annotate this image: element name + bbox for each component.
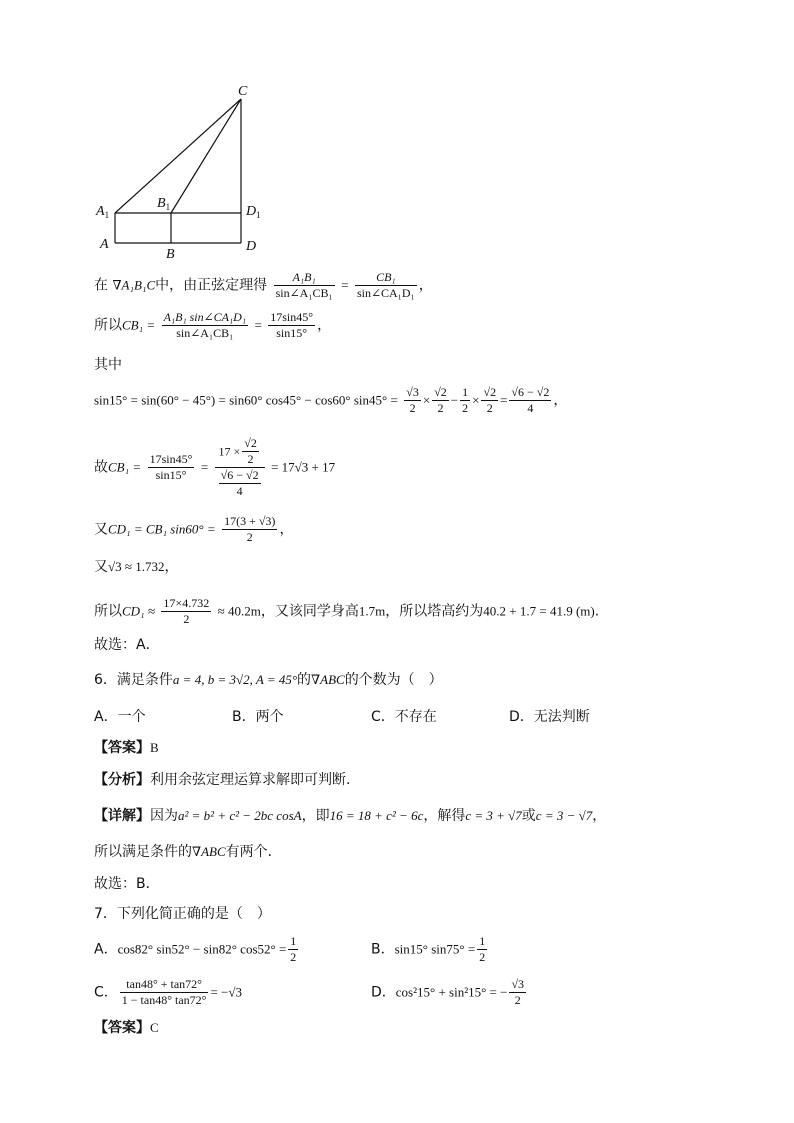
equals: =: [200, 459, 209, 475]
q6-choose: [94, 875, 160, 893]
equals: =: [341, 277, 349, 293]
result: ≈ 40.2m: [217, 603, 261, 619]
text: 的个数为（ ）: [344, 672, 443, 688]
label-B: B: [166, 247, 175, 262]
text: 因为: [150, 808, 178, 824]
label-D: D: [246, 239, 257, 254]
result: = −√3: [210, 984, 243, 1000]
q7-option-c: [94, 977, 242, 1008]
sin15-derivation-line: [94, 385, 567, 416]
label-B1: $B_1$: [157, 196, 171, 212]
equation: c = 3 + √7: [465, 808, 522, 823]
analysis-tag: 【分析】: [94, 772, 150, 788]
lhs: CD₁ = CB₁ sin60° =: [108, 521, 216, 537]
option-label: C．: [94, 984, 118, 1001]
fraction: $\frac{\text{A₁B₁}}{\text{sin∠A₁CB₁}}$: [275, 270, 333, 300]
result: = 17√3 + 17: [271, 459, 336, 475]
text: 故: [94, 459, 108, 476]
op: −: [450, 392, 459, 408]
text: 又: [94, 521, 108, 538]
tower-height-line: [94, 596, 599, 627]
expr: √3 ≈ 1.732: [108, 559, 165, 574]
geometry-figure: [0, 0, 794, 270]
answer-value: B: [150, 740, 159, 755]
op: =: [500, 392, 508, 408]
text: 又: [94, 559, 108, 575]
text: 在: [94, 277, 108, 294]
fraction: $\frac{\tan 48^\circ + \tan 72^\circ}{1 - \tan 48^\circ \tan 72^\circ}$: [121, 977, 207, 1007]
triangle-symbol: ∇ABC: [192, 844, 226, 859]
fraction: $\frac{17\sin 45^\circ}{\sin 15^\circ}$: [270, 310, 314, 340]
sqrt3-approx-line: [94, 558, 179, 576]
calc: 40.2 + 1.7 = 41.9 (m): [483, 603, 595, 619]
option-label: A．: [94, 941, 118, 958]
punct: .: [594, 603, 600, 620]
text: 有两个．: [225, 844, 282, 860]
lhs: CB₁ =: [108, 459, 142, 475]
text: ，所以塔高约为: [385, 603, 484, 620]
equals: =: [254, 317, 262, 333]
equation: 16 = 18 + c² − 6c: [329, 808, 424, 823]
punct: ，: [317, 317, 332, 334]
fraction: $\frac{17\sin 45^\circ}{\sin 15^\circ}$: [149, 452, 193, 482]
fraction: $\frac{1}{2}$: [479, 934, 486, 964]
expr: cos82° sin52° − sin82° cos52° =: [117, 941, 287, 957]
q6-option-c: C．不存在: [371, 709, 437, 725]
label-D1: $D_1$: [246, 204, 261, 220]
cb1-formula-line: [94, 310, 331, 341]
text: 6．满足条件: [94, 672, 173, 688]
equation: c = 3 − √7: [535, 808, 593, 823]
triangle-symbol: ∇A₁B₁C: [112, 277, 156, 293]
option-label: B．: [371, 941, 395, 958]
fraction: $\frac{\text{CB₁}}{\text{sin∠CA₁D₁}}$: [356, 270, 415, 300]
complex-fraction: 17 × $\frac{√2}{2}$ $\frac{√6 - √2}{4}$: [215, 436, 265, 499]
text: ，又该同学身高: [260, 603, 359, 620]
analysis-text: 利用余弦定理运算求解即可判断.: [150, 772, 351, 788]
fraction: $\frac{1}{2}$: [462, 385, 469, 415]
q6-analysis: [94, 771, 350, 789]
choose-a-line: [94, 636, 160, 654]
fraction: $\frac{√3}{2}$: [511, 977, 525, 1007]
q7-option-b: [371, 934, 489, 965]
fraction: $\frac{\text{A₁B₁ sin∠CA₁D₁}}{\text{sin∠A₁CB₁}}$: [163, 310, 247, 340]
fraction: $\frac{√3}{2}$: [406, 385, 419, 415]
q7-stem: [94, 905, 271, 923]
text: 7．下列化简正确的是（ ）: [94, 906, 271, 922]
cd1-formula-line: [94, 514, 293, 545]
op: ×: [422, 392, 431, 408]
fraction: $\frac{√2}{2}$: [483, 385, 497, 415]
text: 所以: [94, 603, 122, 620]
punct: ，: [592, 808, 607, 824]
option-label: D．: [371, 984, 396, 1001]
condition: a = 4, b = 3√2, A = 45°: [172, 672, 298, 687]
q6-option-d: D．无法判断: [509, 709, 590, 725]
text: 故选：B．: [94, 876, 160, 892]
lhs: CB₁ =: [122, 317, 156, 333]
fraction: $\frac{17\times 4.732}{2}$: [163, 596, 210, 626]
q7-answer: [94, 1019, 159, 1037]
lhs: CD₁ ≈: [122, 603, 155, 619]
segment-A1-C: [115, 99, 241, 213]
q6-option-b: B．两个: [232, 709, 284, 725]
equation: a² = b² + c² − 2bc cosA: [178, 808, 302, 823]
fraction: $\frac{17(3 + √3)}{2}$: [224, 514, 276, 544]
label-A1: $A_1$: [96, 204, 110, 220]
text: 中，由正弦定理得: [155, 277, 268, 294]
text: ，即: [301, 808, 330, 824]
expr: sin15° sin75° =: [394, 941, 476, 957]
q6-stem: [94, 671, 443, 689]
q6-answer: [94, 739, 159, 757]
q6-detail: [94, 807, 606, 825]
text: ，解得: [423, 808, 466, 824]
punct: ，: [418, 277, 433, 294]
qizhong-line: [94, 356, 122, 374]
segment-B1-C: [171, 99, 241, 213]
expr: sin15° = sin(60° − 45°) = sin60° cos45° − cos60° sin45° =: [94, 392, 398, 408]
text: 所以满足条件的: [94, 844, 192, 860]
punct: ，: [553, 392, 568, 409]
q7-option-d: [371, 977, 528, 1008]
text: 所以: [94, 317, 122, 334]
sine-law-line: [94, 270, 433, 301]
label-C: C: [238, 84, 248, 99]
op: ×: [472, 392, 480, 408]
label-A: A: [100, 237, 109, 252]
cb1-result-line: [94, 436, 335, 499]
detail-tag: 【详解】: [94, 808, 150, 824]
punct: ，: [279, 521, 294, 538]
q6-conclusion: [94, 843, 282, 861]
fraction: $\frac{√6 - √2}{4}$: [511, 385, 550, 415]
text: 其中: [94, 357, 122, 373]
triangle-symbol: ∇ABC: [311, 672, 345, 687]
text: 的: [297, 672, 312, 688]
answer-tag: 【答案】: [94, 740, 150, 756]
height: 1.7m: [358, 603, 386, 619]
answer-tag: 【答案】: [94, 1020, 150, 1036]
punct: ，: [164, 559, 179, 575]
text: 故选：A．: [94, 637, 160, 653]
expr: cos²15° + sin²15° = −: [395, 984, 508, 1000]
text: 或: [521, 808, 536, 824]
fraction: $\frac{√2}{2}$: [434, 385, 447, 415]
q6-option-a: A．一个: [94, 709, 146, 725]
answer-value: C: [150, 1020, 159, 1035]
fraction: $\frac{1}{2}$: [290, 934, 297, 964]
q7-option-a: [94, 934, 300, 965]
